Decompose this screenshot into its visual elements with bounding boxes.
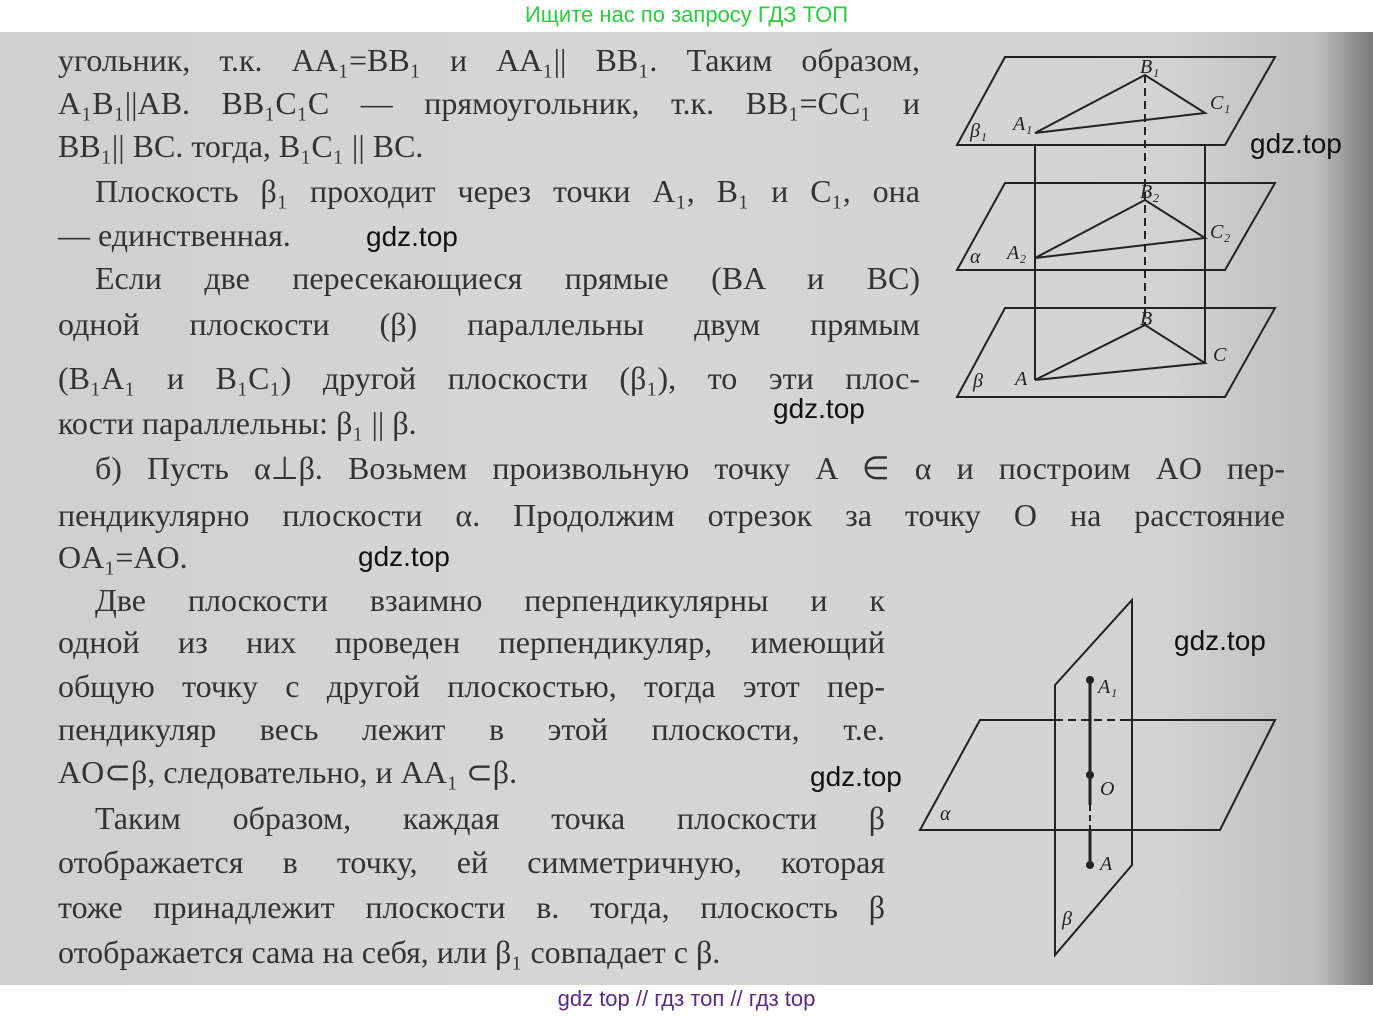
text-line: отображается сама на себя, или β₁ совпадает с β. — [58, 934, 721, 970]
text-line: отображается в точку, ей симметричную, которая — [58, 844, 885, 880]
label-beta1: β₁ — [970, 120, 987, 142]
text-line: тоже принадлежит плоскости в. тогда, плоскость β — [58, 889, 885, 925]
text-line: OA₁=AO. — [58, 539, 188, 575]
text-line: Таким образом, каждая точка плоскости β — [95, 800, 885, 836]
label-a1: A₁ — [1013, 113, 1033, 135]
text-line: Плоскость β₁ проходит через точки A₁, B₁ и C₁, она — [95, 173, 920, 209]
text-line: A₁B₁||AB. BB₁C₁C — прямоугольник, т.к. BB₁=CC₁ и — [58, 85, 920, 121]
text-line: б) Пусть α⊥β. Возьмем произвольную точку A ∈ α и построим AO пер- — [95, 450, 1285, 486]
text-line: одной плоскости (β) параллельны двум прямым — [58, 306, 920, 342]
label-beta: β — [1062, 908, 1072, 930]
text-line: пендикуляр весь лежит в этой плоскости, т.е. — [58, 711, 885, 747]
text-line: BB₁|| BC. тогда, B₁C₁ || BC. — [58, 128, 424, 164]
label-a: A — [1015, 368, 1028, 390]
watermark: gdz.top — [773, 393, 865, 424]
text-line: кости параллельны: β₁ || β. — [58, 405, 417, 441]
label-c: C — [1213, 344, 1227, 366]
label-a1: A₁ — [1098, 676, 1118, 698]
watermark: gdz.top — [1174, 625, 1266, 656]
label-alpha: α — [940, 803, 951, 825]
label-a2: A₂ — [1007, 242, 1027, 264]
watermark: gdz.top — [810, 761, 902, 792]
text-line: Если две пересекающиеся прямые (BA и BC) — [95, 260, 920, 296]
watermark: gdz.top — [366, 221, 458, 252]
label-a: A — [1100, 853, 1113, 875]
text-line: AO⊂β, следовательно, и AA₁ ⊂β. — [58, 754, 518, 790]
label-c1: C₁ — [1210, 92, 1231, 114]
parallel-planes-figure — [945, 45, 1285, 405]
label-b: B — [1140, 308, 1153, 330]
label-b1: B₁ — [1140, 56, 1160, 78]
text-line: одной из них проведен перпендикуляр, имеющий — [58, 624, 885, 660]
label-o: O — [1100, 778, 1115, 800]
text-line: — единственная. — [58, 217, 291, 253]
watermark: gdz.top — [358, 541, 450, 572]
text-line: Две плоскости взаимно перпендикулярны и к — [95, 582, 885, 618]
label-b2: B₂ — [1140, 181, 1160, 203]
label-beta: β — [973, 370, 983, 392]
text-line: угольник, т.к. AA₁=BB₁ и AA₁|| BB₁. Таким образом, — [58, 42, 920, 78]
text-line: общую точку с другой плоскостью, тогда этот пер- — [58, 668, 885, 704]
text-line: (B₁A₁ и B₁C₁) другой плоскости (β₁), то эти плос- — [58, 360, 920, 396]
watermark: gdz.top — [1250, 128, 1342, 159]
text-line: пендикулярно плоскости α. Продолжим отрезок за точку O на расстояние — [58, 497, 1285, 533]
label-alpha: α — [970, 246, 981, 268]
footer-banner[interactable]: gdz top // гдз топ // гдз top — [557, 986, 816, 1011]
label-c2: C₂ — [1210, 221, 1231, 243]
header-banner[interactable]: Ищите нас по запросу ГДЗ ТОП — [524, 2, 849, 27]
